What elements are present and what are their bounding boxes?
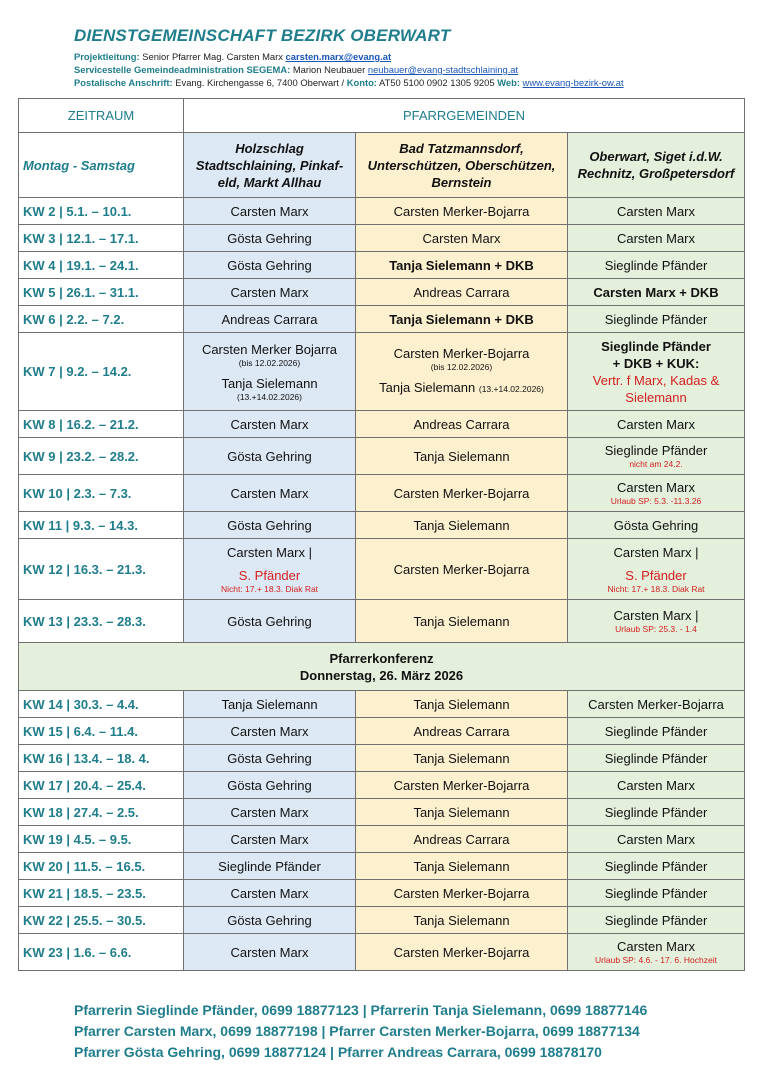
- assignment-cell-3: [568, 799, 745, 826]
- week-range-cell: KW 15 | 6.4. – 11.4.: [19, 718, 184, 745]
- assignment-cell-1: [184, 799, 356, 826]
- assignment-cell-2: [356, 718, 568, 745]
- week-range-cell: KW 21 | 18.5. – 23.5.: [19, 880, 184, 907]
- table-row: [19, 198, 745, 225]
- pastor-name: Carsten Marx: [230, 416, 309, 432]
- assignment-cell-2: [356, 691, 568, 718]
- assignment-cell-2: [356, 853, 568, 880]
- table-row: [19, 600, 745, 643]
- conference-date: Donnerstag, 26. März 2026: [299, 667, 464, 683]
- pastor-name: Andreas Carrara: [413, 416, 510, 432]
- assignment-cell-1: [184, 512, 356, 539]
- pastor-name: Carsten Marx: [230, 885, 309, 901]
- assignment-cell-3: [568, 333, 745, 411]
- assignment-note: Urlaub SP: 5.3. -11.3.26: [610, 496, 702, 506]
- pastor-name: Tanja Sielemann: [413, 804, 510, 820]
- pastor-name: Carsten Marx: [230, 831, 309, 847]
- pastor-name: Sieglinde Pfänder: [604, 804, 708, 820]
- assignment-extra: + DKB + KUK:: [612, 355, 700, 371]
- assignment-cell-2: [356, 799, 568, 826]
- week-range-cell: KW 16 | 13.4. – 18. 4.: [19, 745, 184, 772]
- pastor-name: Carsten Marx: [230, 203, 309, 219]
- week-range-cell: KW 11 | 9.3. – 14.3.: [19, 512, 184, 539]
- table-row: [19, 539, 745, 600]
- pastor-name: Carsten Merker-Bojarra: [393, 203, 530, 219]
- assignment-cell-3: [568, 853, 745, 880]
- org-title: DIENSTGEMEINSCHAFT BEZIRK OBERWART: [74, 26, 451, 45]
- pastor-name: Tanja Sielemann + DKB: [389, 257, 534, 273]
- assignment-cell-3: [568, 512, 745, 539]
- parish3-line2: Rechnitz, Großpetersdorf: [577, 166, 735, 181]
- pastor-name: Carsten Marx: [616, 777, 696, 793]
- week-range-cell: KW 5 | 26.1. – 31.1.: [19, 279, 184, 306]
- assignment-cell-1: [184, 411, 356, 438]
- segema-name: Marion Neubauer: [292, 64, 366, 75]
- footer-contacts-line2: Pfarrer Carsten Marx, 0699 18877198 | Pfarrer Carsten Merker-Bojarra, 0699 18877134: [74, 1023, 640, 1039]
- table-row: [19, 826, 745, 853]
- pastor-name: Gösta Gehring: [227, 613, 312, 629]
- pastor-name: Tanja Sielemann: [379, 380, 476, 395]
- assignment-cell-1: [184, 438, 356, 475]
- assignment-cell-2: [356, 279, 568, 306]
- assignment-cell-2: [356, 333, 568, 411]
- schedule-body: [19, 198, 745, 971]
- assignment-cell-1: [184, 600, 356, 643]
- assignment-cell-2: [356, 745, 568, 772]
- assignment-cell-2: [356, 225, 568, 252]
- pastor-name: Tanja Sielemann + DKB: [389, 311, 534, 327]
- assignment-cell-2: [356, 826, 568, 853]
- pastor-name: Gösta Gehring: [227, 912, 312, 928]
- pastor-name-with-note: [360, 379, 563, 398]
- parish-header-3: [568, 133, 745, 198]
- assignment-cell-2: [356, 306, 568, 333]
- pastor-name: Carsten Merker-Bojarra: [393, 944, 530, 960]
- week-range-cell: KW 10 | 2.3. – 7.3.: [19, 475, 184, 512]
- week-range-cell: KW 4 | 19.1. – 24.1.: [19, 252, 184, 279]
- account-label: Konto:: [346, 77, 377, 88]
- assignment-note: (bis 12.02.2026): [238, 357, 301, 368]
- parish2-line3: Bernstein: [431, 174, 492, 190]
- pastor-name: Tanja Sielemann: [413, 858, 510, 874]
- assignment-note: Urlaub SP: 4.6. - 17. 6. Hochzeit: [595, 955, 717, 965]
- table-row: [19, 934, 745, 971]
- assignment-cell-3: [568, 279, 745, 306]
- pastor-name: Carsten Marx + DKB: [593, 284, 719, 300]
- assignment-cell-1: [184, 880, 356, 907]
- week-range-cell: KW 2 | 5.1. – 10.1.: [19, 198, 184, 225]
- parish2-line1: Bad Tatzmannsdorf,: [399, 140, 524, 156]
- pastor-name: Andreas Carrara: [413, 723, 510, 739]
- pastor-name: Carsten Marx |: [226, 544, 312, 560]
- project-lead-email-link[interactable]: carsten.marx@evang.at: [285, 51, 392, 62]
- table-row: [19, 438, 745, 475]
- pastor-name-alt: S. Pfänder: [625, 567, 687, 583]
- assignment-cell-3: [568, 600, 745, 643]
- table-row: [19, 475, 745, 512]
- week-range-cell: KW 3 | 12.1. – 17.1.: [19, 225, 184, 252]
- week-range-cell: KW 23 | 1.6. – 6.6.: [19, 934, 184, 971]
- assignment-cell-1: [184, 745, 356, 772]
- segema-email-link[interactable]: neubauer@evang-stadtschlaining.at: [367, 64, 519, 75]
- assignment-cell-1: [184, 306, 356, 333]
- assignment-cell-1: [184, 718, 356, 745]
- assignment-cell-3: [568, 934, 745, 971]
- address-label: Postalische Anschrift:: [74, 77, 173, 88]
- week-range-cell: KW 6 | 2.2. – 7.2.: [19, 306, 184, 333]
- document-header: [74, 26, 754, 89]
- pastor-name: Carsten Merker-Bojarra: [393, 346, 530, 361]
- table-header-row: [19, 99, 745, 133]
- assignment-cell-1: [184, 225, 356, 252]
- assignment-cell-2: [356, 934, 568, 971]
- pastor-name: Tanja Sielemann: [413, 696, 510, 712]
- table-row: [19, 907, 745, 934]
- pastor-name: Carsten Merker-Bojarra: [393, 561, 530, 577]
- pastor-name: Tanja Sielemann: [413, 750, 510, 766]
- pastor-name: Gösta Gehring: [227, 517, 312, 533]
- pastor-name: Gösta Gehring: [613, 517, 699, 533]
- column-header-zeitraum: ZEITRAUM: [19, 99, 184, 133]
- address-text: Evang. Kirchengasse 6, 7400 Oberwart /: [175, 77, 345, 88]
- table-row: [19, 853, 745, 880]
- conference-title: Pfarrerkonferenz: [329, 650, 434, 666]
- pastor-name: Carsten Marx: [230, 944, 309, 960]
- week-range-cell: KW 17 | 20.4. – 25.4.: [19, 772, 184, 799]
- assignment-cell-1: [184, 475, 356, 512]
- assignment-cell-3: [568, 252, 745, 279]
- pastor-name: Carsten Marx: [230, 284, 309, 300]
- pastor-name: Carsten Marx: [616, 480, 696, 495]
- assignment-cell-2: [356, 772, 568, 799]
- assignment-cell-2: [356, 512, 568, 539]
- assignment-cell-1: [184, 198, 356, 225]
- pastor-name: Carsten Marx: [616, 831, 696, 847]
- pastor-name: Sieglinde Pfänder: [604, 885, 708, 901]
- assignment-cell-3: [568, 907, 745, 934]
- parish1-line1: Holzschlag: [235, 140, 304, 156]
- pastor-name: Gösta Gehring: [227, 257, 312, 273]
- assignment-cell-3: [568, 438, 745, 475]
- footer-contacts-line3: Pfarrer Gösta Gehring, 0699 18877124 | Pfarrer Andreas Carrara, 0699 18878170: [74, 1044, 602, 1060]
- assignment-cell-2: [356, 907, 568, 934]
- pastor-name: Carsten Marx: [230, 485, 309, 501]
- assignment-cell-1: [184, 691, 356, 718]
- pastor-name: Carsten Marx: [616, 416, 696, 432]
- pastor-name: Tanja Sielemann: [413, 912, 510, 928]
- pastor-name: Tanja Sielemann: [413, 517, 510, 533]
- parish3-line1: Oberwart, Siget i.d.W.: [589, 149, 723, 164]
- parish-header-2: [356, 133, 568, 198]
- assignment-cell-1: [184, 279, 356, 306]
- assignment-cell-1: [184, 853, 356, 880]
- assignment-cell-3: [568, 826, 745, 853]
- table-row: [19, 279, 745, 306]
- pastor-name: Sieglinde Pfänder: [604, 858, 708, 874]
- assignment-cell-3: [568, 411, 745, 438]
- assignment-note: (13.+14.02.2026): [478, 384, 544, 394]
- schedule-table: [18, 98, 745, 971]
- assignment-cell-2: [356, 475, 568, 512]
- table-row: [19, 411, 745, 438]
- table-row: [19, 691, 745, 718]
- account-number: AT50 5100 0902 1305 9205: [379, 77, 495, 88]
- pastor-name: Sieglinde Pfänder: [604, 723, 708, 739]
- assignment-cell-2: [356, 600, 568, 643]
- week-range-cell: KW 20 | 11.5. – 16.5.: [19, 853, 184, 880]
- pastor-name: Carsten Marx: [422, 230, 501, 246]
- column-header-pfarrgemeinden: PFARRGEMEINDEN: [184, 99, 745, 133]
- pastor-name-alt: S. Pfänder: [238, 567, 301, 583]
- assignment-cell-3: [568, 198, 745, 225]
- project-lead-name: Senior Pfarrer Mag. Carsten Marx: [142, 51, 283, 62]
- parish-header-row: [19, 133, 745, 198]
- pastor-name: Carsten Marx |: [613, 544, 699, 560]
- assignment-note: Nicht: 17.+ 18.3. Diak Rat: [220, 583, 319, 594]
- parish1-line2: Stadtschlaining, Pinkaf-: [195, 157, 344, 173]
- pastor-name: Carsten Merker-Bojarra: [588, 696, 724, 712]
- pastor-name: Sieglinde Pfänder: [604, 750, 708, 766]
- assignment-cell-1: [184, 539, 356, 600]
- weekday-label: Montag - Samstag: [19, 133, 184, 198]
- pastor-name: Tanja Sielemann: [413, 613, 510, 629]
- week-range-cell: KW 8 | 16.2. – 21.2.: [19, 411, 184, 438]
- week-range-cell: KW 22 | 25.5. – 30.5.: [19, 907, 184, 934]
- table-row: [19, 772, 745, 799]
- pastor-name: Sieglinde Pfänder: [604, 257, 708, 273]
- assignment-cell-3: [568, 745, 745, 772]
- assignment-cell-1: [184, 907, 356, 934]
- week-range-cell: KW 7 | 9.2. – 14.2.: [19, 333, 184, 411]
- pastor-name: Sieglinde Pfänder: [218, 858, 321, 874]
- pastor-name: Carsten Merker-Bojarra: [393, 885, 530, 901]
- address-line: [74, 76, 754, 89]
- pastor-name: Gösta Gehring: [227, 777, 312, 793]
- project-lead-line: [74, 50, 754, 63]
- assignment-note: (13.+14.02.2026): [237, 391, 302, 402]
- week-range-cell: KW 18 | 27.4. – 2.5.: [19, 799, 184, 826]
- pastor-name: Gösta Gehring: [227, 750, 312, 766]
- parish-header-1: [184, 133, 356, 198]
- week-range-cell: KW 9 | 23.2. – 28.2.: [19, 438, 184, 475]
- table-row: [19, 225, 745, 252]
- web-label: Web:: [497, 77, 520, 88]
- pastor-name: Gösta Gehring: [227, 448, 312, 464]
- week-range-cell: KW 13 | 23.3. – 28.3.: [19, 600, 184, 643]
- assignment-note: Nicht: 17.+ 18.3. Diak Rat: [607, 583, 705, 594]
- conference-row: [19, 643, 745, 691]
- table-row: [19, 799, 745, 826]
- table-row: [19, 880, 745, 907]
- assignment-note: nicht am 24.2.: [629, 459, 683, 469]
- pastor-name: Tanja Sielemann: [413, 448, 510, 464]
- assignment-cell-3: [568, 539, 745, 600]
- assignment-cell-3: [568, 772, 745, 799]
- footer-contacts-line1: Pfarrerin Sieglinde Pfänder, 0699 18877123 | Pfarrerin Tanja Sielemann, 0699 18877146: [74, 1002, 648, 1018]
- project-lead-label: Projektleitung:: [74, 51, 140, 62]
- week-range-cell: KW 19 | 4.5. – 9.5.: [19, 826, 184, 853]
- pastor-name: Andreas Carrara: [413, 284, 510, 300]
- table-row: [19, 745, 745, 772]
- assignment-note: (bis 12.02.2026): [430, 362, 493, 372]
- pastor-name: Andreas Carrara: [221, 311, 318, 327]
- pastor-name: Carsten Marx: [616, 939, 696, 954]
- assignment-cell-2: [356, 880, 568, 907]
- assignment-cell-3: [568, 718, 745, 745]
- pastor-name: Andreas Carrara: [413, 831, 510, 847]
- assignment-cell-3: [568, 225, 745, 252]
- week-range-cell: KW 12 | 16.3. – 21.3.: [19, 539, 184, 600]
- conference-cell: [19, 643, 745, 691]
- assignment-cell-1: [184, 826, 356, 853]
- pastor-name: Sieglinde Pfänder: [604, 443, 708, 458]
- pastor-name: Carsten Marx |: [613, 608, 699, 623]
- segema-line: [74, 63, 754, 76]
- assignment-cell-1: [184, 333, 356, 411]
- assignment-cell-3: [568, 306, 745, 333]
- table-row: [19, 252, 745, 279]
- parish1-line3: eld, Markt Allhau: [217, 174, 322, 190]
- table-row: [19, 333, 745, 411]
- pastor-name: Carsten Merker-Bojarra: [393, 777, 530, 793]
- assignment-cell-2: [356, 198, 568, 225]
- assignment-cell-3: [568, 880, 745, 907]
- pastor-name: Gösta Gehring: [227, 230, 312, 246]
- pastor-name: Sieglinde Pfänder: [604, 311, 708, 327]
- assignment-cell-3: [568, 475, 745, 512]
- assignment-cell-1: [184, 934, 356, 971]
- assignment-cell-2: [356, 252, 568, 279]
- table-row: [19, 306, 745, 333]
- substitution-note: Vertr. f Marx, Kadas &: [592, 372, 720, 388]
- pastor-name: Sieglinde Pfänder: [604, 912, 708, 928]
- assignment-cell-1: [184, 772, 356, 799]
- pastor-name: Tanja Sielemann: [221, 696, 318, 712]
- contact-footer: [74, 1000, 754, 1063]
- assignment-cell-2: [356, 411, 568, 438]
- assignment-cell-3: [568, 691, 745, 718]
- assignment-cell-2: [356, 438, 568, 475]
- pastor-name: Tanja Sielemann: [221, 375, 318, 391]
- table-row: [19, 718, 745, 745]
- assignment-cell-2: [356, 539, 568, 600]
- week-range-cell: KW 14 | 30.3. – 4.4.: [19, 691, 184, 718]
- pastor-name: Carsten Marx: [230, 723, 309, 739]
- pastor-name: Carsten Merker Bojarra: [201, 341, 338, 357]
- web-link[interactable]: www.evang-bezirk-ow.at: [522, 77, 624, 88]
- parish2-line2: Unterschützen, Oberschützen,: [367, 157, 556, 173]
- pastor-name: Carsten Marx: [616, 230, 696, 246]
- pastor-name: Carsten Marx: [616, 203, 696, 219]
- assignment-cell-1: [184, 252, 356, 279]
- pastor-name: Sieglinde Pfänder: [601, 338, 711, 354]
- segema-label: Servicestelle Gemeindeadministration SEGEMA:: [74, 64, 291, 75]
- substitution-note: Sielemann: [625, 389, 687, 405]
- pastor-name: Carsten Merker-Bojarra: [393, 485, 530, 501]
- pastor-name: Carsten Marx: [230, 804, 309, 820]
- assignment-note: Urlaub SP: 25.3. - 1.4: [615, 624, 697, 634]
- table-row: [19, 512, 745, 539]
